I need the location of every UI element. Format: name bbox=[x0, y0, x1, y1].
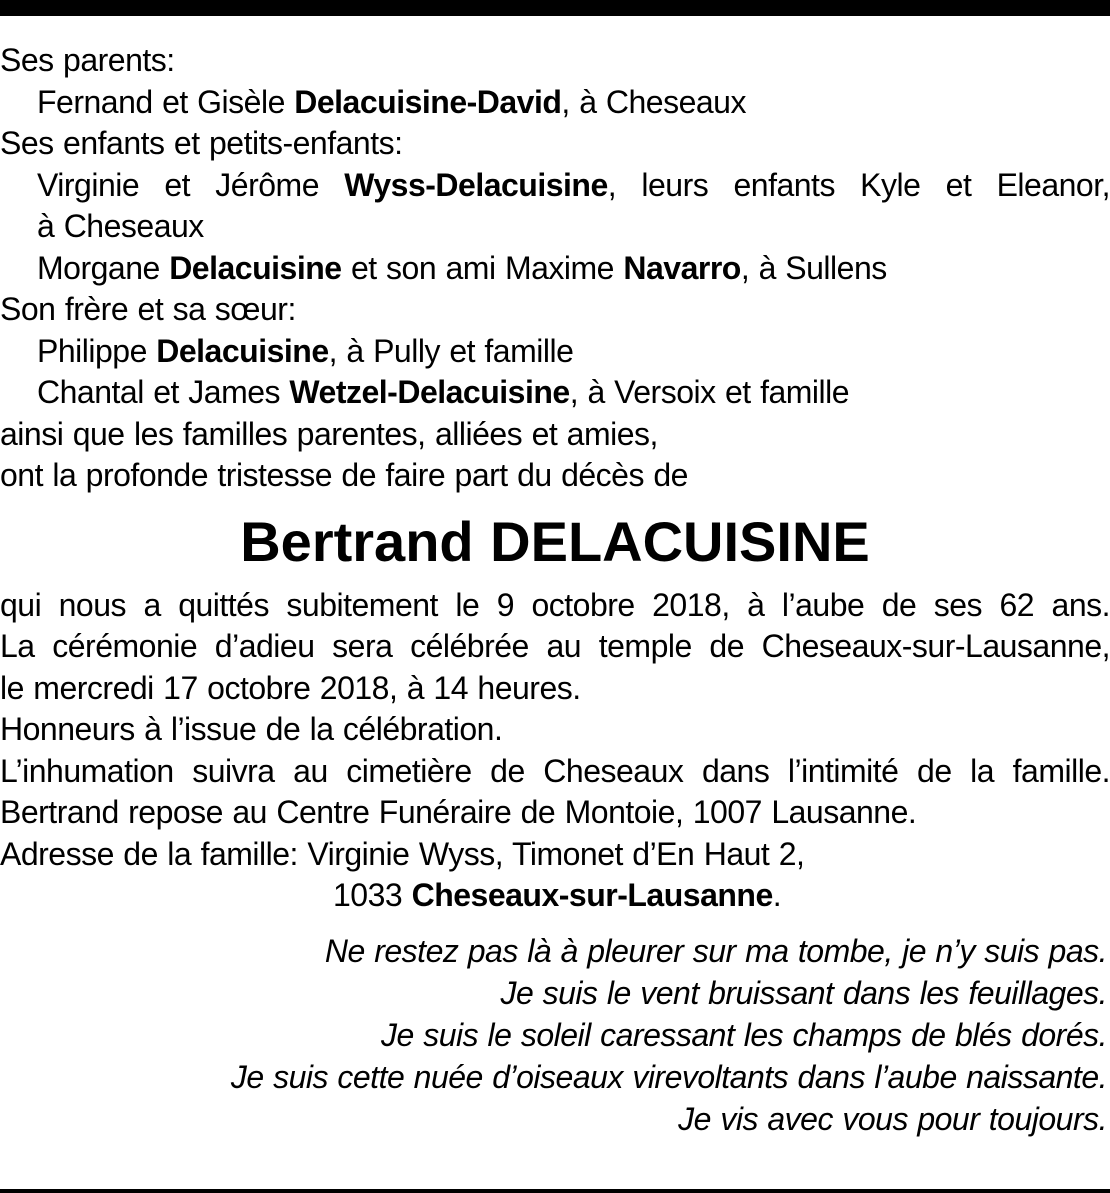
details-line-3: le mercredi 17 octobre 2018, à 14 heures. bbox=[0, 669, 581, 706]
obituary-text bbox=[0, 40, 1110, 1141]
sibling1-line: Philippe Delacuisine, à Pully et famille bbox=[37, 332, 574, 369]
family-name: Wetzel-Delacuisine bbox=[289, 374, 570, 410]
children-heading: Ses enfants et petits-enfants: bbox=[0, 125, 403, 161]
poem bbox=[0, 931, 1110, 1141]
address-line: Adresse de la famille: Virginie Wyss, Timonet d’En Haut 2, bbox=[0, 835, 805, 872]
deceased-name: Bertrand DELACUISINE bbox=[240, 509, 870, 573]
details-line-2: La cérémonie d’adieu sera célébrée au temple de Cheseaux-sur-Lausanne, bbox=[0, 628, 1110, 664]
sibling2-line: Chantal et James Wetzel-Delacuisine, à Versoix et famille bbox=[37, 374, 850, 410]
poem-line: Je vis avec vous pour toujours. bbox=[678, 1100, 1107, 1137]
poem-line: Ne restez pas là à pleurer sur ma tombe, je n’y suis pas. bbox=[324, 932, 1107, 969]
family-name: Delacuisine bbox=[156, 332, 329, 369]
family-name: Delacuisine-David bbox=[294, 83, 562, 120]
siblings-heading: Son frère et sa sœur: bbox=[0, 291, 296, 327]
family-name: Navarro bbox=[623, 249, 741, 286]
poem-line: Je suis cette nuée d’oiseaux virevoltants dans l’aube naissante. bbox=[230, 1058, 1107, 1095]
others-line: ainsi que les familles parentes, alliées et amies, bbox=[0, 415, 658, 452]
parents-line: Fernand et Gisèle Delacuisine-David, à Cheseaux bbox=[37, 83, 746, 120]
poem-line: Je suis le vent bruissant dans les feuillages. bbox=[500, 974, 1107, 1011]
child1-line: Virginie et Jérôme Wyss-Delacuisine, leurs enfants Kyle et Eleanor, bbox=[37, 166, 1110, 203]
family-name: Wyss-Delacuisine bbox=[344, 166, 608, 203]
details-line-1: qui nous a quittés subitement le 9 octobre 2018, à l’aube de ses 62 ans. bbox=[0, 586, 1110, 623]
top-rule bbox=[0, 0, 1110, 16]
parents-heading: Ses parents: bbox=[0, 42, 175, 78]
poem-line: Je suis le soleil caressant les champs de blés dorés. bbox=[381, 1016, 1107, 1053]
address-city: Cheseaux-sur-Lausanne bbox=[411, 877, 773, 913]
child1-line-cont: à Cheseaux bbox=[37, 208, 204, 244]
child2-line: Morgane Delacuisine et son ami Maxime Navarro, à Sullens bbox=[37, 249, 887, 286]
details-line-4: Honneurs à l’issue de la célébration. bbox=[0, 711, 503, 747]
details-line-5: L’inhumation suivra au cimetière de Cheseaux dans l’intimité de la famille. bbox=[0, 752, 1110, 789]
bottom-rule bbox=[0, 1189, 1110, 1193]
details-line-6: Bertrand repose au Centre Funéraire de Montoie, 1007 Lausanne. bbox=[0, 794, 917, 830]
announcement-line: ont la profonde tristesse de faire part du décès de bbox=[0, 457, 688, 493]
address-city-line: 1033 Cheseaux-sur-Lausanne. bbox=[333, 877, 782, 913]
family-name: Delacuisine bbox=[169, 249, 342, 286]
